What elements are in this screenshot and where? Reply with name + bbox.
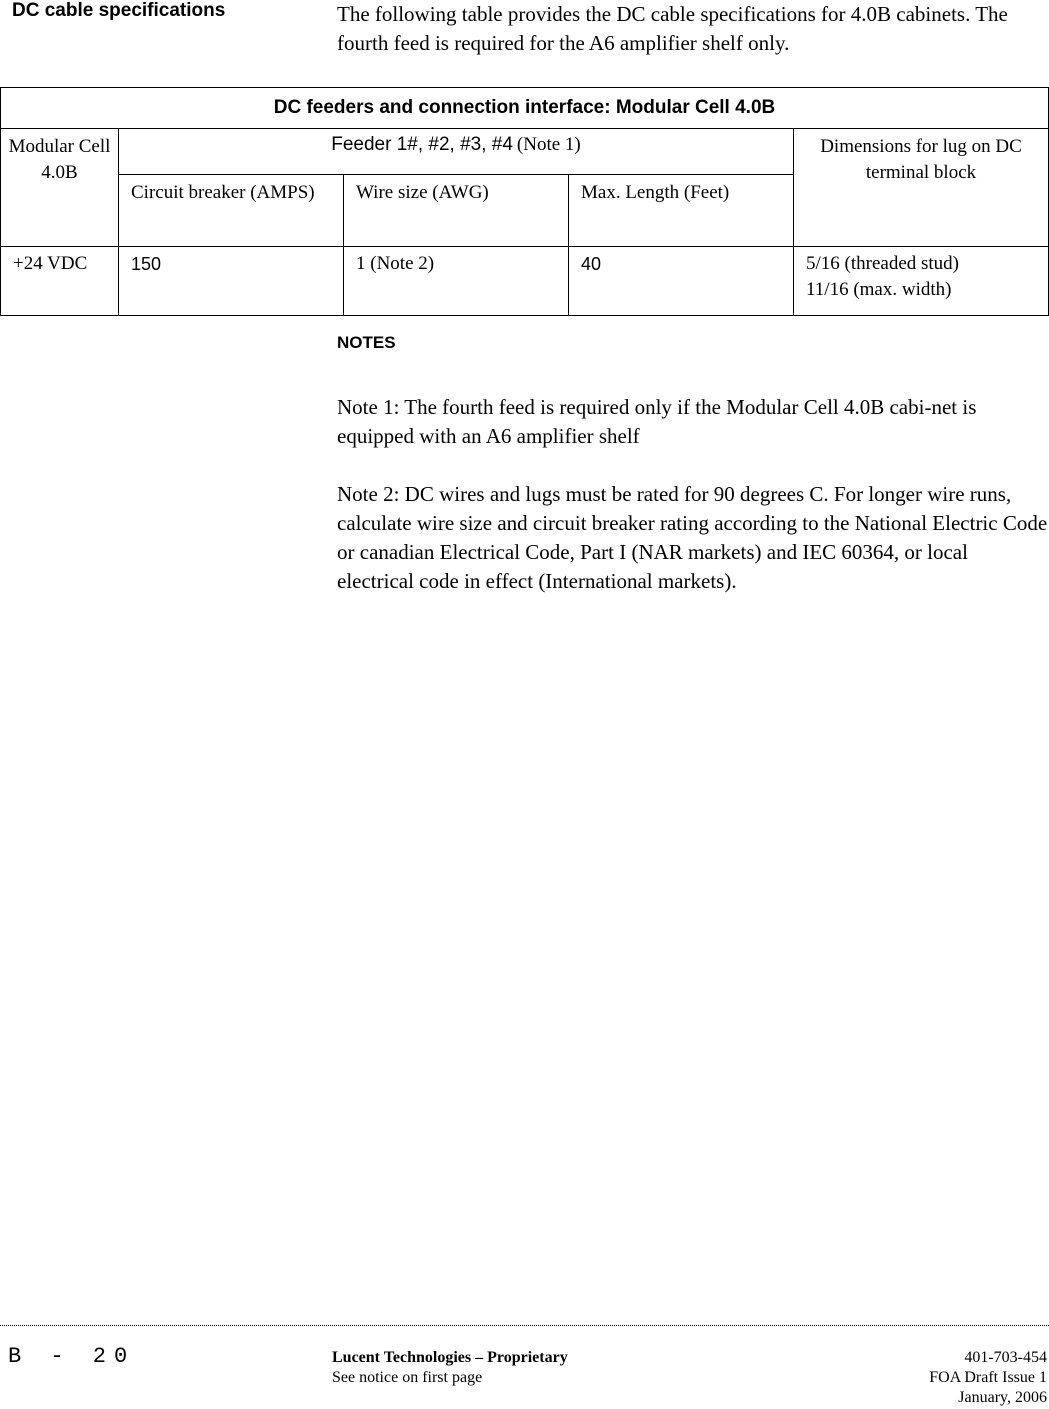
footer-issue: FOA Draft Issue 1 — [929, 1369, 1047, 1386]
col-header-dimensions-label: Dimensions for lug on DC terminal block — [820, 136, 1022, 183]
footer-doc-number: 401-703-454 — [964, 1349, 1047, 1366]
section-heading: DC cable specifications — [12, 0, 226, 21]
footer-notice: See notice on first page — [332, 1369, 483, 1386]
footer-company: Lucent Technologies – Proprietary — [332, 1349, 568, 1366]
table-row — [1, 247, 1049, 316]
intro-paragraph: The following table provides the DC cable specifications for 4.0B cabinets. The fourth feed is required for the A6 amplifier shelf only. — [337, 2, 1008, 55]
footer-date: January, 2006 — [958, 1389, 1047, 1406]
cell-wire-size: 1 (Note 2) — [344, 247, 569, 316]
footer-divider — [0, 1325, 1049, 1326]
subheader-circuit-breaker: Circuit breaker (AMPS) — [119, 175, 344, 247]
page-number: B - 20 — [8, 1344, 136, 1369]
feeder-header-note: (Note 1) — [516, 134, 581, 155]
subheader-wire-size: Wire size (AWG) — [344, 175, 569, 247]
col-header-modular-cell — [1, 129, 119, 247]
footer-center — [332, 1348, 568, 1388]
cell-dimensions-line1: 5/16 (threaded stud) — [806, 253, 960, 274]
subheader-max-length: Max. Length (Feet) — [569, 175, 794, 247]
dc-spec-table — [0, 87, 1049, 316]
cell-dimensions — [794, 247, 1049, 316]
col-header-modular-cell-label: Modular Cell 4.0B — [8, 136, 111, 183]
col-header-dimensions — [794, 129, 1049, 247]
cell-max-length: 40 — [569, 247, 794, 316]
notes-heading: NOTES — [337, 333, 396, 352]
note-2: Note 2: DC wires and lugs must be rated for 90 degrees C. For longer wire runs, calculate wire size and circuit breaker rating according to the National Electric Code or canadian Electrical Code, Part I (NAR markets) and IEC 60364, or local electrical code in effect (International markets). — [337, 482, 1048, 593]
table-caption: DC feeders and connection interface: Modular Cell 4.0B — [1, 88, 1049, 129]
feeder-header-label: Feeder 1#, #2, #3, #4 — [331, 134, 513, 155]
cell-breaker: 150 — [119, 247, 344, 316]
note-1: Note 1: The fourth feed is required only if the Modular Cell 4.0B cabi-net is equipped with an A6 amplifier shelf — [337, 395, 977, 448]
cell-voltage: +24 VDC — [1, 247, 119, 316]
cell-dimensions-line2: 11/16 (max. width) — [806, 279, 952, 300]
col-header-feeder — [119, 129, 794, 175]
footer-right — [929, 1348, 1047, 1408]
